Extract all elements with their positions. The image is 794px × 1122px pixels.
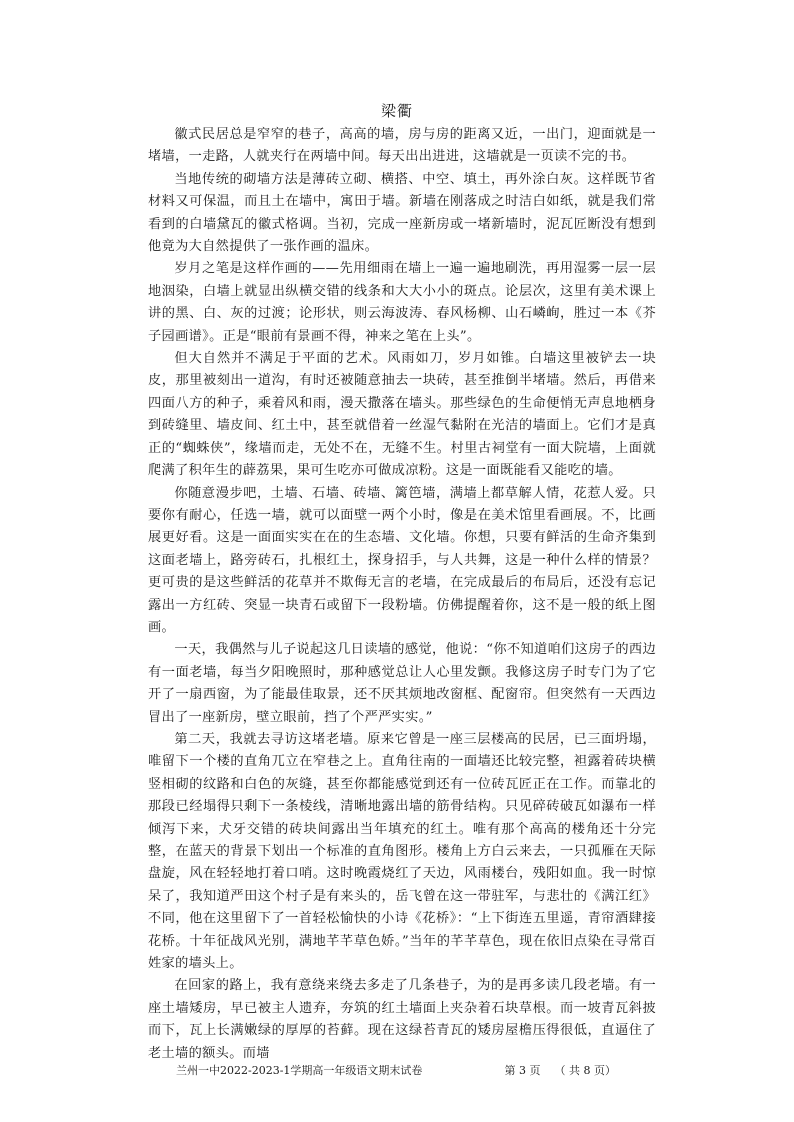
paragraph: 第二天，我就去寻访这堵老墙。原来它曾是一座三层楼高的民居，已三面坍塌，唯留下一个楼的直角兀立在窄巷之上。直角往南的一面墙还比较完整，袒露着砖块横竖相砌的纹路和白色的灰缝，甚至你都能感觉到还有一位砖瓦匠正在工作。而靠北的那段已经塌得只剩下一条棱线，清晰地露出墙的筋骨结构。只见碎砖破瓦如瀑布一样倾泻下来，犬牙交错的砖块间露出当年填充的红土。唯有那个高高的楼角还十分完整，在蓝天的背景下划出一个标准的直角图形。楼角上方白云来去，一只孤雁在天际盘旋，风在轻轻地打着口哨。这时晚霞烧红了天边，风雨楼台，残阳如血。我一时惊呆了，我知道严田这个村子是有来头的，岳飞曾在这一带驻军，与悲壮的《满江红》不同，他在这里留下了一首轻松愉快的小诗《花桥》：“上下街连五里遥，青帘酒肆接花桥。十年征战风光别，满地芊芊草色娇。”当年的芊芊草色，现在依旧点染在寻常百姓家的墙头上。 [148, 731, 656, 972]
page-current: 第 3 页 [504, 1064, 541, 1077]
article-body [148, 124, 656, 1065]
exam-name: 兰州一中2022-2023-1学期高一年级语文期末试卷 [176, 1064, 423, 1077]
paragraph: 一天，我偶然与儿子说起这几日读墙的感觉，他说：“你不知道咱们这房子的西边有一面老墙，每当夕阳晚照时，那种感觉总让人心里发颤。我修这房子时专门为了它开了一扇西窗，为了能最佳取景，还不厌其烦地改窗框、配窗帘。但突然有一天西边冒出了一座新房，壁立眼前，挡了个严严实实。” [148, 642, 656, 725]
paragraph: 徽式民居总是窄窄的巷子，高高的墙，房与房的距离又近，一出门，迎面就是一堵墙，一走路，人就夹行在两墙中间。每天出出进进，这墙就是一页读不完的书。 [148, 127, 656, 165]
page-total: （ 共 8 页） [554, 1064, 616, 1077]
paragraph: 当地传统的砌墙方法是薄砖立砌、横搭、中空、填土，再外涂白灰。这样既节省材料又可保温，而且土在墙中，寓田于墙。新墙在刚落成之时洁白如纸，就是我们常看到的白墙黛瓦的徽式格调。当初，完成一座新房或一堵新墙时，泥瓦匠断没有想到他竟为大自然提供了一张作画的温床。 [148, 171, 656, 255]
paragraph: 在回家的路上，我有意绕来绕去多走了几条巷子，为的是再多读几段老墙。有一座土墙矮房，早已被主人遗弃，夯筑的红土墙面上夹杂着石块草根。而一坡青瓦斜披而下，瓦上长满嫩绿的厚厚的苔藓。现在这绿苔青瓦的矮房屋檐压得很低，直逼住了老土墙的额头。而墙 [148, 978, 656, 1061]
article-title: 梁衢 [380, 102, 413, 120]
paragraph: 你随意漫步吧，土墙、石墙、砖墙、篱笆墙，满墙上都草解人情，花惹人爱。只要你有耐心，任选一墙，就可以面壁一两个小时，像是在美术馆里看画展。不，比画展更好看。这是一面面实实在在的生态墙、文化墙。你想，只要有鲜活的生命齐集到这面老墙上，路旁砖石，扎根红土，探身招手，与人共舞，这是一种什么样的情景？更可贵的是这些鲜活的花草并不欺侮无言的老墙，在完成最后的布局后，还没有忘记露出一方红砖、突显一块青石或留下一段粉墙。仿佛提醒着你，这不是一般的纸上图画。 [148, 485, 656, 635]
page-number [505, 1062, 617, 1078]
paragraph: 岁月之笔是这样作画的——先用细雨在墙上一遍一遍地刷洗，再用湿雾一层一层地洇染，白墙上就显出纵横交错的线条和大大小小的斑点。论层次，这里有美术课上讲的黑、白、灰的过渡；论形状，则云海波涛、春风杨柳、山石嶙峋，胜过一本《芥子园画谱》。正是“眼前有景画不得，神来之笔在上头”。 [148, 261, 656, 344]
page-footer [176, 1062, 616, 1078]
paragraph: 但大自然并不满足于平面的艺术。风雨如刀，岁月如锥。白墙这里被铲去一块皮，那里被刻出一道沟，有时还被随意抽去一块砖，甚至推倒半堵墙。然后，再借来四面八方的种子，乘着风和雨，漫天撒落在墙头。那些绿色的生命便悄无声息地栖身到砖缝里、墙皮间、红土中，甚至就借着一丝湿气黏附在光洁的墙面上。它们才是真正的“蜘蛛侠”，缘墙而走，无处不在，无缝不生。村里古祠堂有一面大院墙，上面就爬满了积年生的薜荔果，果可生吃亦可做成凉粉。这是一面既能看又能吃的墙。 [148, 351, 656, 479]
